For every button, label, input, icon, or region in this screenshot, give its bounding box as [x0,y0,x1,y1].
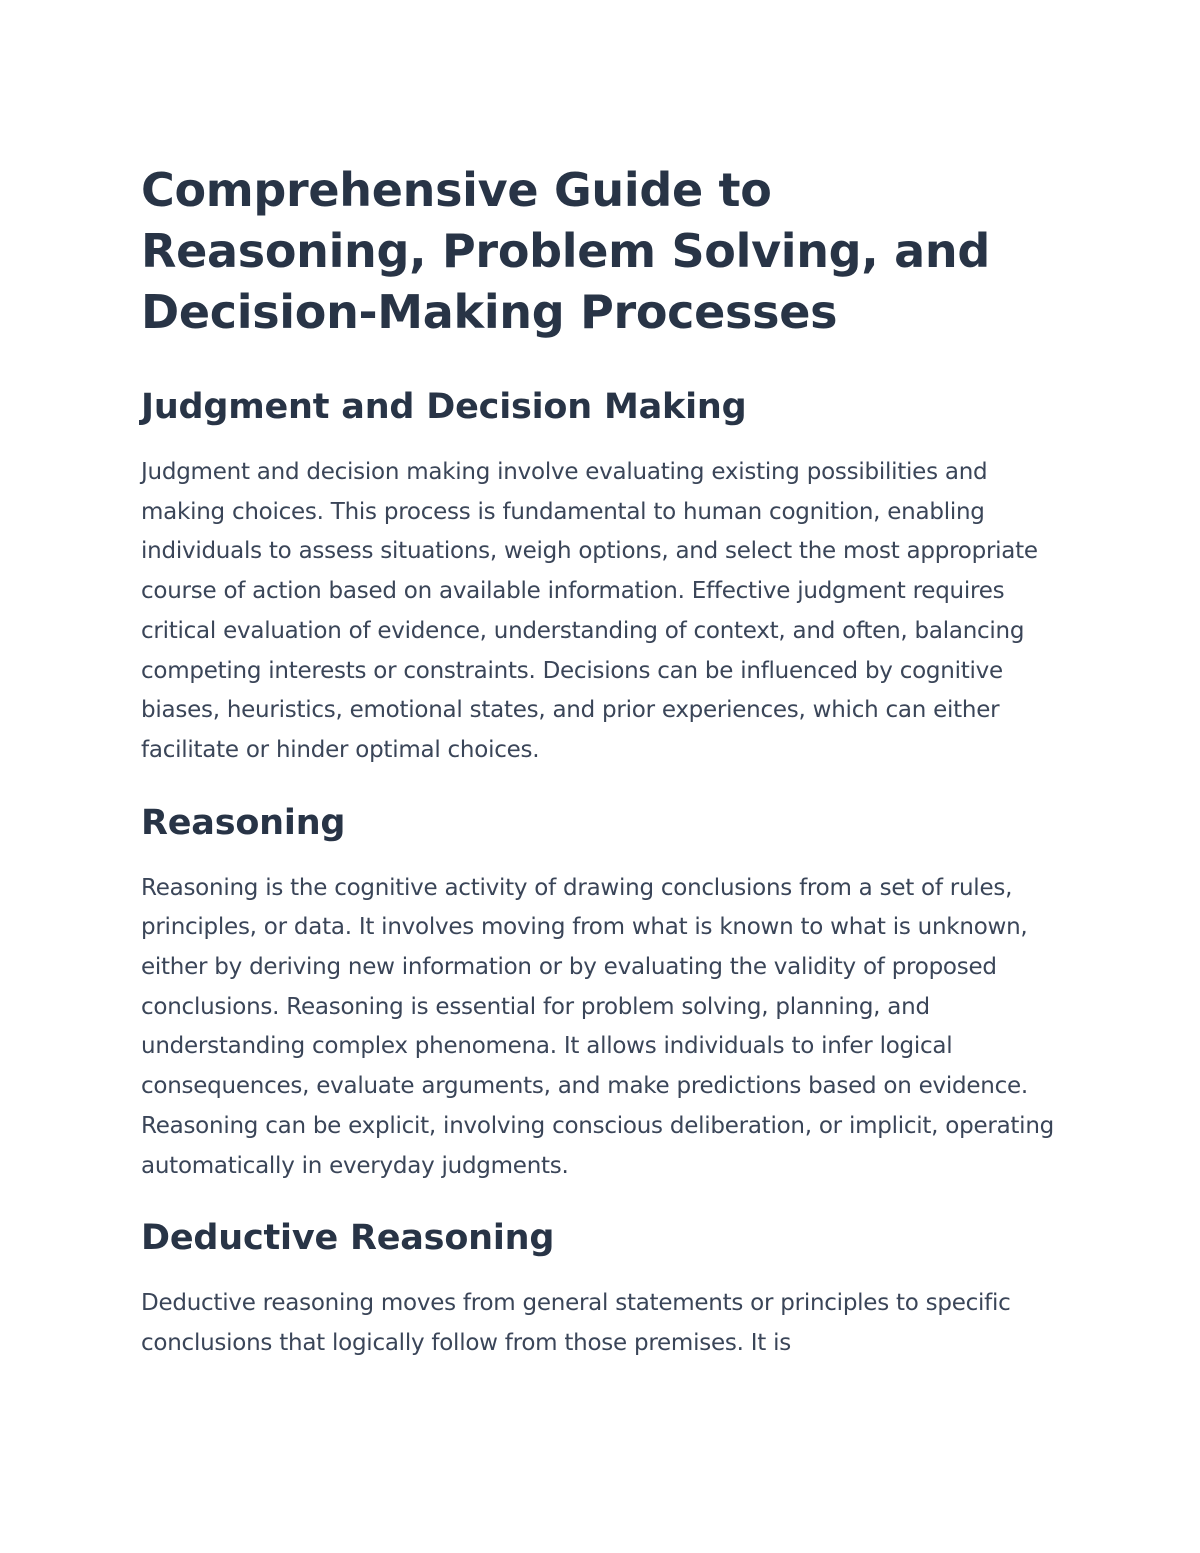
section-body-reasoning: Reasoning is the cognitive activity of drawing conclusions from a set of rules, principles, or data. It involves moving from what is known to what is unknown, either by deriving new information or by evaluating the validity of proposed conclusions. Reasoning is essential for problem solving, planning, and understanding complex phenomena. It allows individuals to infer logical consequences, evaluate arguments, and make predictions based on evidence. Reasoning can be explicit, involving conscious deliberation, or implicit, operating automatically in everyday judgments. [141,874,1054,1179]
page-title: Comprehensive Guide to Reasoning, Problem Solving, and Decision-Making Processes [141,163,991,339]
document-page [141,160,1066,1364]
section-heading-deductive: Deductive Reasoning [141,1218,555,1259]
section-heading-reasoning: Reasoning [141,802,346,843]
section-body-judgment: Judgment and decision making involve evaluating existing possibilities and making choices. This process is fundamental to human cognition, enabling individuals to assess situations, weigh options, and select the most appropriate course of action based on available information. Effective judgment requires critical evaluation of evidence, understanding of context, and often, balancing competing interests or constraints. Decisions can be influenced by cognitive biases, heuristics, emotional states, and prior experiences, which can either facilitate or hinder optimal choices. [141,459,1038,763]
section-body-deductive: Deductive reasoning moves from general statements or principles to specific conclusions that logically follow from those premises. It is [141,1290,1011,1356]
section-heading-judgment: Judgment and Decision Making [141,387,747,427]
